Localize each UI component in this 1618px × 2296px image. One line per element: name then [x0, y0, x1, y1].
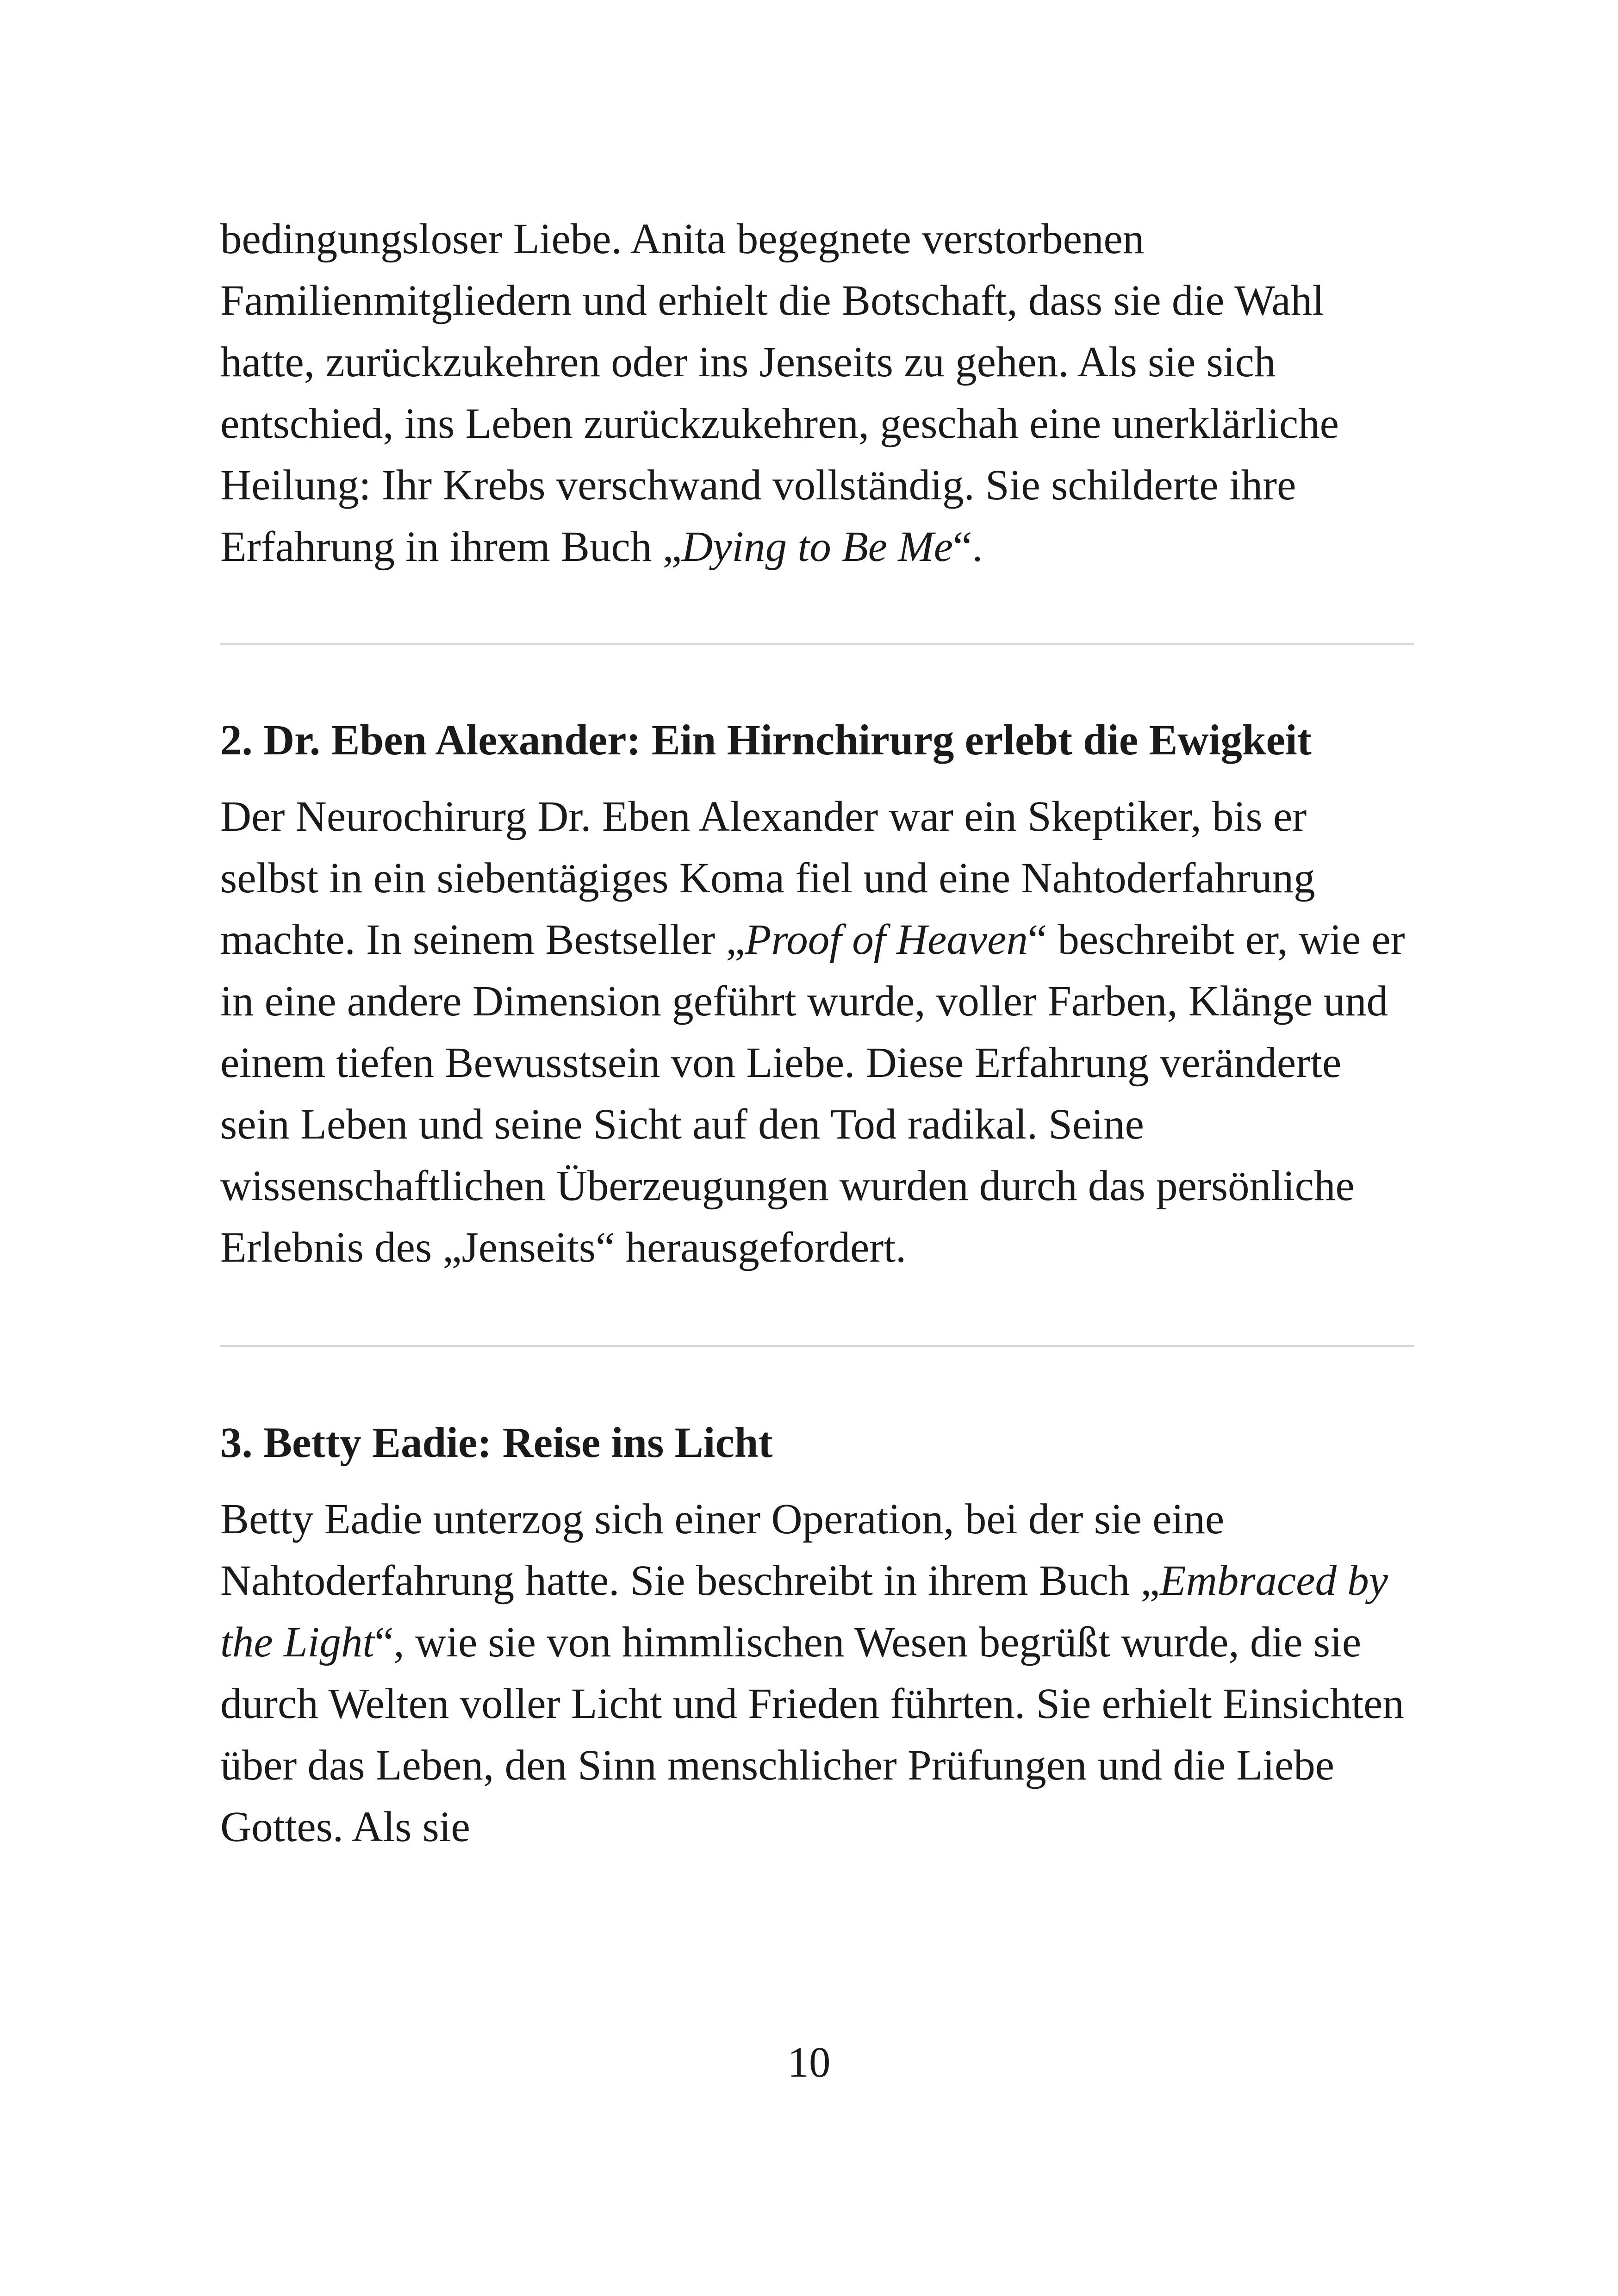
section-3-text-end: “, wie sie von himmlischen Wesen begrüßt wurde, die sie durch Welten voller Licht und Frieden führten. Sie erhielt Einsichten über das Leben, den Sinn menschlicher Prüfungen und die Liebe Gottes. Als sie	[220, 1618, 1404, 1851]
section-3	[220, 1412, 1414, 1858]
section-2-book-title: Proof of Heaven	[745, 916, 1028, 964]
section-1	[220, 208, 1414, 578]
divider-2	[220, 1345, 1414, 1347]
section-3-text-start: Betty Eadie unterzog sich einer Operation, bei der sie eine Nahtoderfahrung hatte. Sie beschreibt in ihrem Buch „	[220, 1495, 1225, 1605]
section-2-text-start: Der Neurochirurg Dr. Eben Alexander war ein Skeptiker, bis er selbst in ein siebentägiges Koma fiel und eine Nahtoderfahrung machte. In seinem Bestseller „	[220, 793, 1315, 964]
section-1-text-end: “.	[953, 523, 983, 571]
section-1-paragraph	[220, 208, 1414, 578]
section-1-book-title: Dying to Be Me	[681, 523, 953, 571]
section-2-heading: 2. Dr. Eben Alexander: Ein Hirnchirurg erlebt die Ewigkeit	[220, 716, 1312, 764]
section-2	[220, 709, 1414, 1278]
section-1-text-start: bedingungsloser Liebe. Anita begegnete verstorbenen Familienmitgliedern und erhielt die Botschaft, dass sie die Wahl hatte, zurückzukehren oder ins Jenseits zu gehen. Als sie sich entschied, ins Leben zurückzukehren, geschah eine unerklärliche Heilung: Ihr Krebs verschwand vollständig. Sie schilderte ihre Erfahrung in ihrem Buch „	[220, 215, 1339, 571]
divider-1	[220, 643, 1414, 645]
section-2-text-end: “ beschreibt er, wie er in eine andere Dimension geführt wurde, voller Farben, Klänge und einem tiefen Bewusstsein von Liebe. Diese Erfahrung veränderte sein Leben und seine Sicht auf den Tod radikal. Seine wissenschaftlichen Überzeugungen wurden durch das persönliche Erlebnis des „Jenseits“ herausgefordert.	[220, 916, 1405, 1271]
section-2-paragraph	[220, 786, 1414, 1278]
section-3-heading: 3. Betty Eadie: Reise ins Licht	[220, 1419, 773, 1467]
section-3-paragraph	[220, 1488, 1414, 1858]
section-3-book-title: Embraced by the Light	[220, 1557, 1388, 1666]
page-number: 10	[787, 2039, 831, 2086]
page	[220, 0, 1414, 2296]
